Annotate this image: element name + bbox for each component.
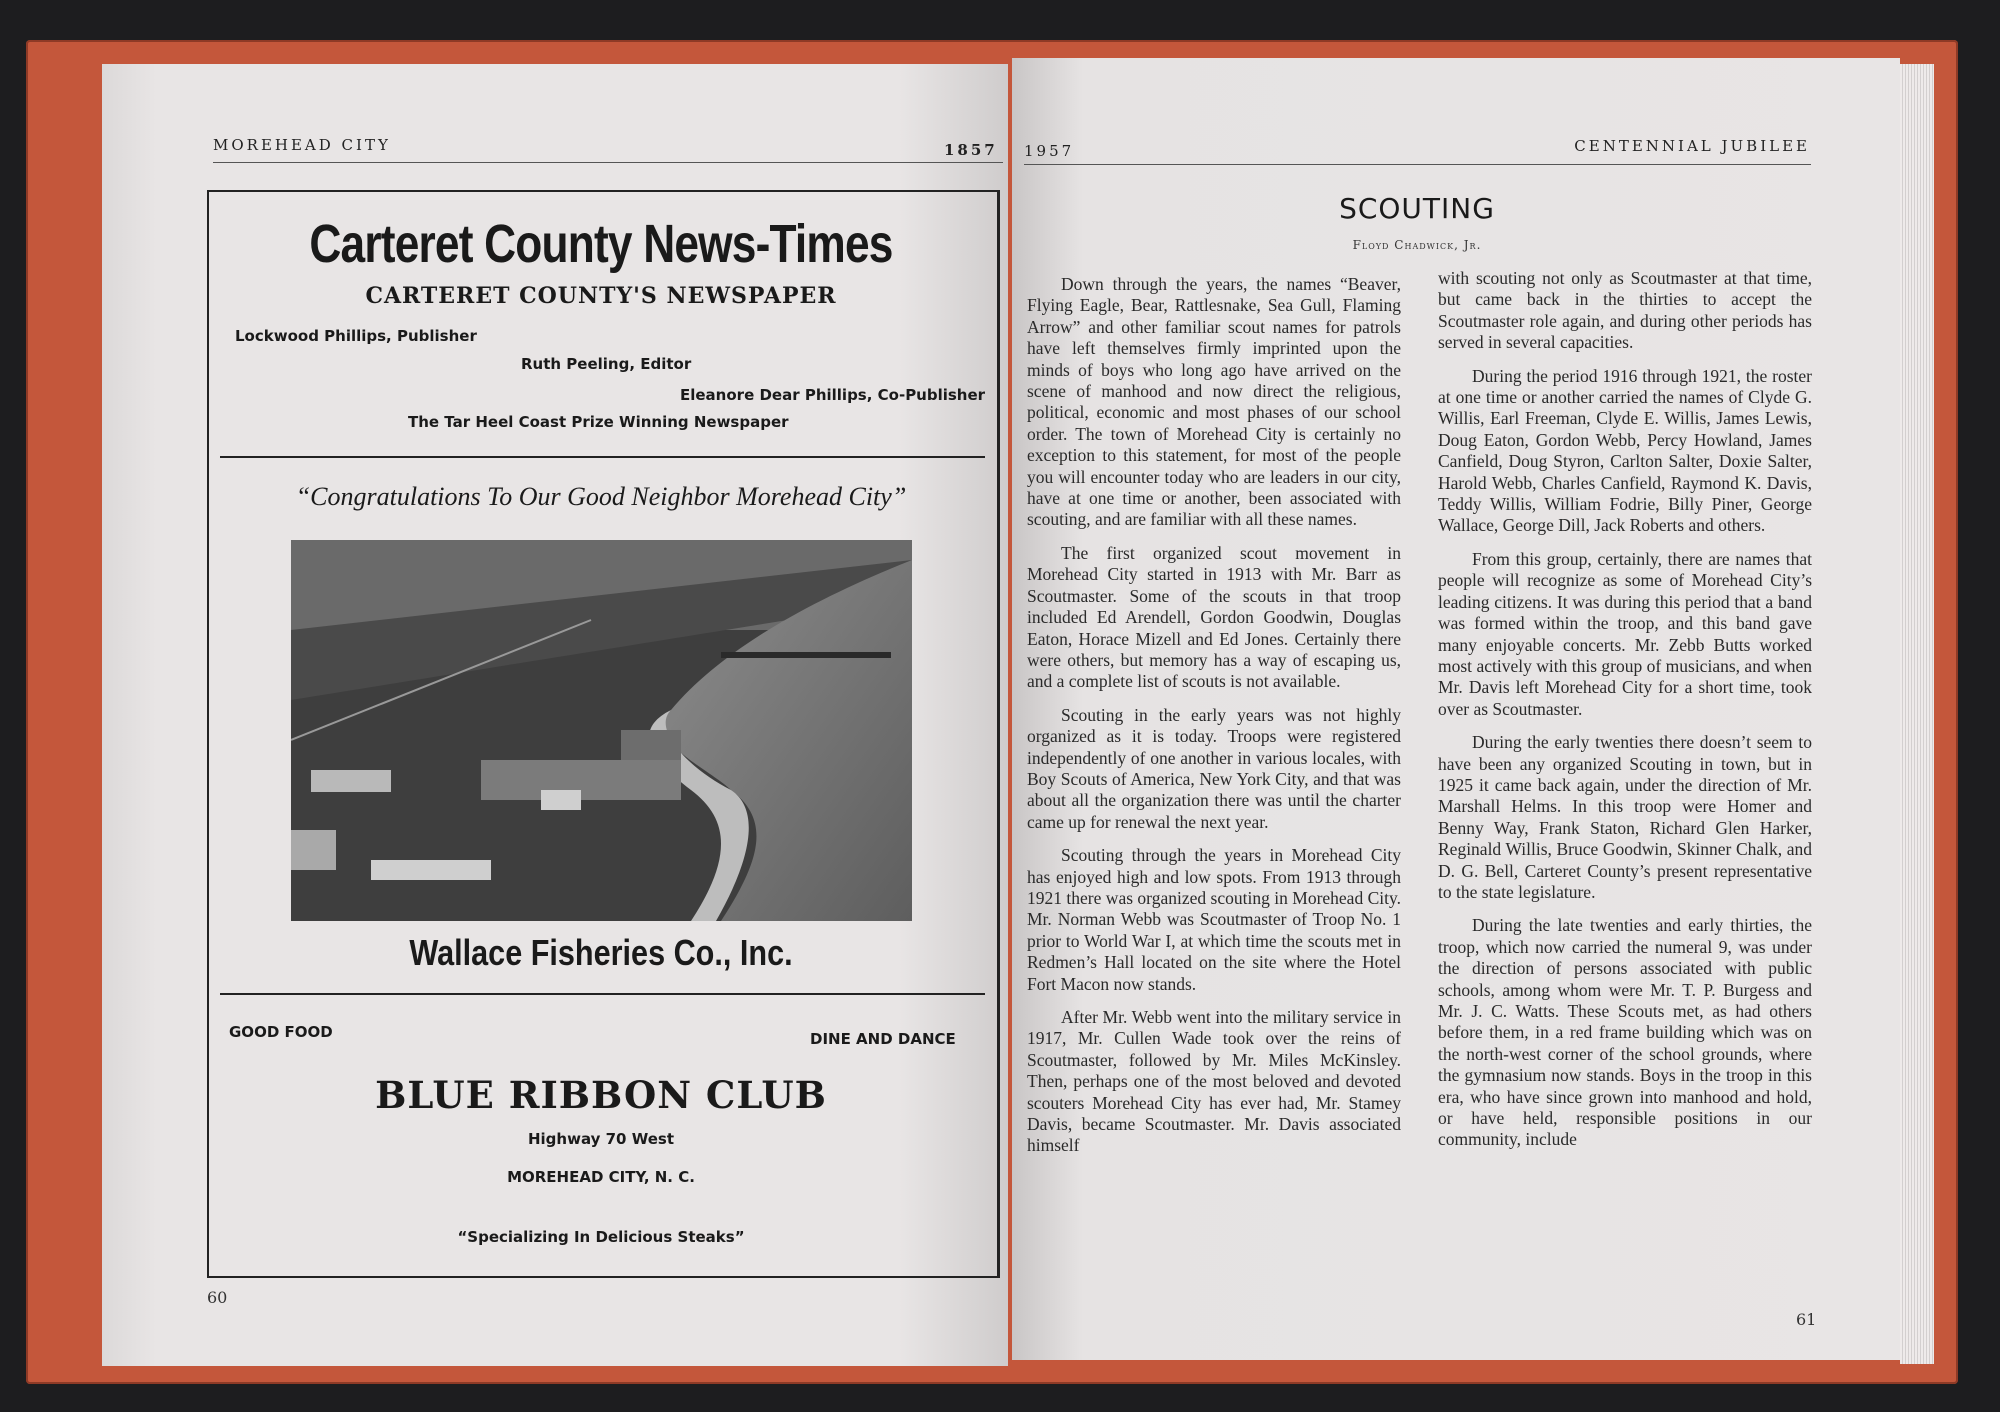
running-head-year-right: 1957 — [1024, 142, 1075, 160]
paragraph: From this group, certainly, there are names that people will recognize as some of Morehead City’s leading citizens. It was during this period that a band was formed within the troop, and this band gave many enjoyable concerts. Mr. Zebb Butts worked most actively with this group of musicians, and when Mr. Davis left Morehead City for a short time, took over as Scoutmaster. — [1438, 548, 1812, 719]
running-head-year: 1857 — [944, 141, 998, 159]
club-city: MOREHEAD CITY, N. C. — [507, 1168, 695, 1186]
paragraph: with scouting not only as Scoutmaster at that time, but came back in the thirties to accept the Scoutmaster role again, and during other periods has served in several capacities. — [1438, 268, 1812, 353]
article-column-2 — [1438, 268, 1812, 1163]
paragraph: During the late twenties and early thirties, the troop, which now carried the numeral 9, was under the direction of persons associated with public schools, among whom were Mr. T. P. Burgess and Mr. J. C. Watts. These Scouts met, as had others before them, in a red frame building which was on the north-west corner of the school grounds, where the gymnasium now stands. Boys in the troop in this era, who have since grown into manhood and hold, or have held, responsible positions in our community, include — [1438, 915, 1812, 1150]
paragraph: The first organized scout movement in Morehead City started in 1913 with Mr. Barr as Scoutmaster. Some of the scouts in that troop included Ed Arendell, Gordon Goodwin, Douglas Eaton, Horace Mizell and Ed Jones. Certainly there were others, but memory has a way of escaping us, and a complete list of scouts is not available. — [1027, 542, 1401, 692]
ad-divider-2 — [220, 993, 985, 995]
club-address: Highway 70 West — [527, 1130, 674, 1148]
publisher-line: Lockwood Phillips, Publisher — [235, 327, 477, 345]
prize-line: The Tar Heel Coast Prize Winning Newspaper — [408, 413, 789, 431]
paragraph: Down through the years, the names “Beaver, Flying Eagle, Bear, Rattlesnake, Sea Gull, Flaming Arrow” and other familiar scout names for patrols have left themselves firmly imprinted upon the minds of boys who long ago have arrived on the scene of manhood and now direct the religious, political, economic and most phases of our school order. The town of Morehead City is certainly no exception to this statement, for most of the people you will encounter today who are leaders in our city, have at one time or another, been associated with scouting, and are familiar with all these names. — [1027, 274, 1401, 530]
paragraph: Scouting through the years in Morehead City has enjoyed high and low spots. From 1913 through 1921 there was organized scouting in Morehead City. Mr. Norman Webb was Scoutmaster of Troop No. 1 prior to World War I, at which time the scouts met in Redmen’s Hall located on the site where the Hotel Fort Macon now stands. — [1027, 845, 1401, 994]
paragraph: After Mr. Webb went into the military service in 1917, Mr. Cullen Wade took over the reins of Scoutmaster, followed by Mr. Miles McKinsley. Then, perhaps one of the most beloved and devoted scouters Morehead City has ever had, Mr. Stamey Davis, became Scoutmaster. Mr. Davis associated himself — [1027, 1007, 1401, 1156]
paragraph: Scouting in the early years was not highly organized as it is today. Troops were registered independently of one another in various locales, with Boy Scouts of America, New York City, and that was about all the organization there was until the charter came up for renewal the next year. — [1027, 704, 1401, 832]
running-head-left: MOREHEAD CITY — [213, 136, 391, 154]
newspaper-subtitle: CARTERET COUNTY'S NEWSPAPER — [365, 283, 837, 309]
copublisher-line: Eleanore Dear Phillips, Co-Publisher — [680, 386, 986, 404]
club-name: BLUE RIBBON CLUB — [375, 1073, 827, 1117]
article-title: SCOUTING — [1339, 192, 1495, 225]
dine-dance-tag: DINE AND DANCE — [810, 1030, 956, 1048]
page-number-left: 60 — [207, 1288, 228, 1307]
article-column-1 — [1027, 274, 1401, 1169]
paragraph: During the early twenties there doesn’t seem to have been any organized Scouting in town, but in 1925 it came back again, under the direction of Mr. Marshall Helms. In this troop were Homer and Benny Way, Frank Staton, Richard Glen Harker, Reginald Willis, Bruce Goodwin, Skinner Chalk, and D. G. Bell, Carteret County’s present representative to the state legislature. — [1438, 732, 1812, 902]
club-tagline: “Specializing In Delicious Steaks” — [457, 1228, 745, 1246]
page-number-right: 61 — [1796, 1310, 1817, 1329]
editor-line: Ruth Peeling, Editor — [521, 355, 692, 373]
article-author: Floyd Chadwick, Jr. — [1352, 238, 1482, 252]
company-name: Wallace Fisheries Co., Inc. — [409, 932, 793, 973]
aerial-photo-waterfront — [291, 540, 912, 921]
running-head-right: CENTENNIAL JUBILEE — [1574, 137, 1810, 155]
newspaper-title: Carteret County News-Times — [309, 214, 893, 274]
congratulations-slogan: “Congratulations To Our Good Neighbor Morehead City” — [295, 482, 907, 511]
page-edges — [1900, 64, 1934, 1364]
header-rule-right — [1024, 164, 1811, 165]
paragraph: During the period 1916 through 1921, the roster at one time or another carried the names of Clyde G. Willis, Earl Freeman, Clyde E. Willis, James Lewis, Doug Eaton, Gordon Webb, Percy Howland, James Canfield, Doug Styron, Carlton Salter, Doxie Salter, Harold Webb, Charles Canfield, Raymond K. Davis, Teddy Willis, William Fodrie, Billy Piner, George Wallace, George Dill, Jack Roberts and others. — [1438, 365, 1812, 536]
header-rule — [213, 162, 1003, 163]
ad-divider — [220, 456, 985, 458]
good-food-tag: GOOD FOOD — [229, 1023, 333, 1041]
